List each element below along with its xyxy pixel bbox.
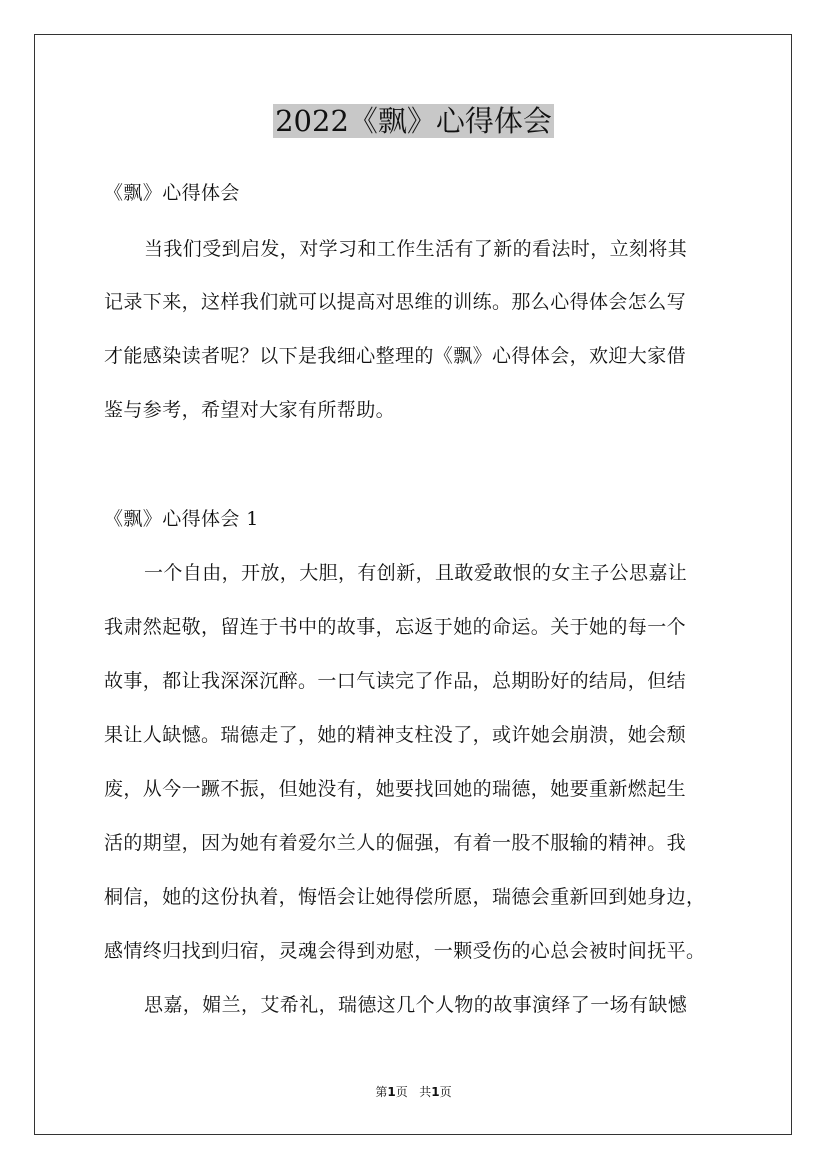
para1-line: 故事，都让我深深沉醉。一口气读完了作品，总期盼好的结局，但结: [104, 670, 687, 692]
intro-line: 当我们受到启发，对学习和工作生活有了新的看法时，立刻将其: [144, 238, 688, 260]
intro-line: 记录下来，这样我们就可以提高对思维的训练。那么心得体会怎么写: [104, 291, 687, 313]
document-title-text: 2022《飘》心得体会: [275, 104, 552, 138]
para2-line: 思嘉，媚兰，艾希礼，瑞德这几个人物的故事演绎了一场有缺憾: [144, 994, 688, 1016]
footer-page-pre: 第: [375, 1085, 388, 1099]
para1-line: 我肃然起敬，留连于书中的故事，忘返于她的命运。关于她的每一个: [104, 616, 687, 638]
para1-line: 桐信，她的这份执着，悔悟会让她得偿所愿，瑞德会重新回到她身边，: [104, 886, 706, 908]
para1-line: 废，从今一蹶不振，但她没有，她要找回她的瑞德，她要重新燃起生: [104, 778, 687, 800]
footer-page-total: 1: [431, 1085, 440, 1099]
para1-line: 活的期望，因为她有着爱尔兰人的倔强，有着一股不服输的精神。我: [104, 832, 687, 854]
intro-heading: 《飘》心得体会: [104, 182, 240, 204]
document-title: [0, 100, 827, 142]
intro-line: 鉴与参考，希望对大家有所帮助。: [104, 399, 396, 421]
page-footer: [0, 1084, 827, 1100]
intro-line: 才能感染读者呢？以下是我细心整理的《飘》心得体会，欢迎大家借: [104, 345, 687, 367]
section-heading-1: 《飘》心得体会 1: [104, 508, 259, 530]
footer-page-mid: 页 共: [395, 1085, 432, 1099]
footer-page-post: 页: [439, 1085, 452, 1099]
footer-page-number: 1: [387, 1085, 396, 1099]
para1-line: 果让人缺憾。瑞德走了，她的精神支柱没了，或许她会崩溃，她会颓: [104, 724, 687, 746]
para1-line: 一个自由，开放，大胆，有创新，且敢爱敢恨的女主子公思嘉让: [144, 562, 688, 584]
para1-line: 感情终归找到归宿，灵魂会得到劝慰，一颗受伤的心总会被时间抚平。: [104, 940, 706, 962]
